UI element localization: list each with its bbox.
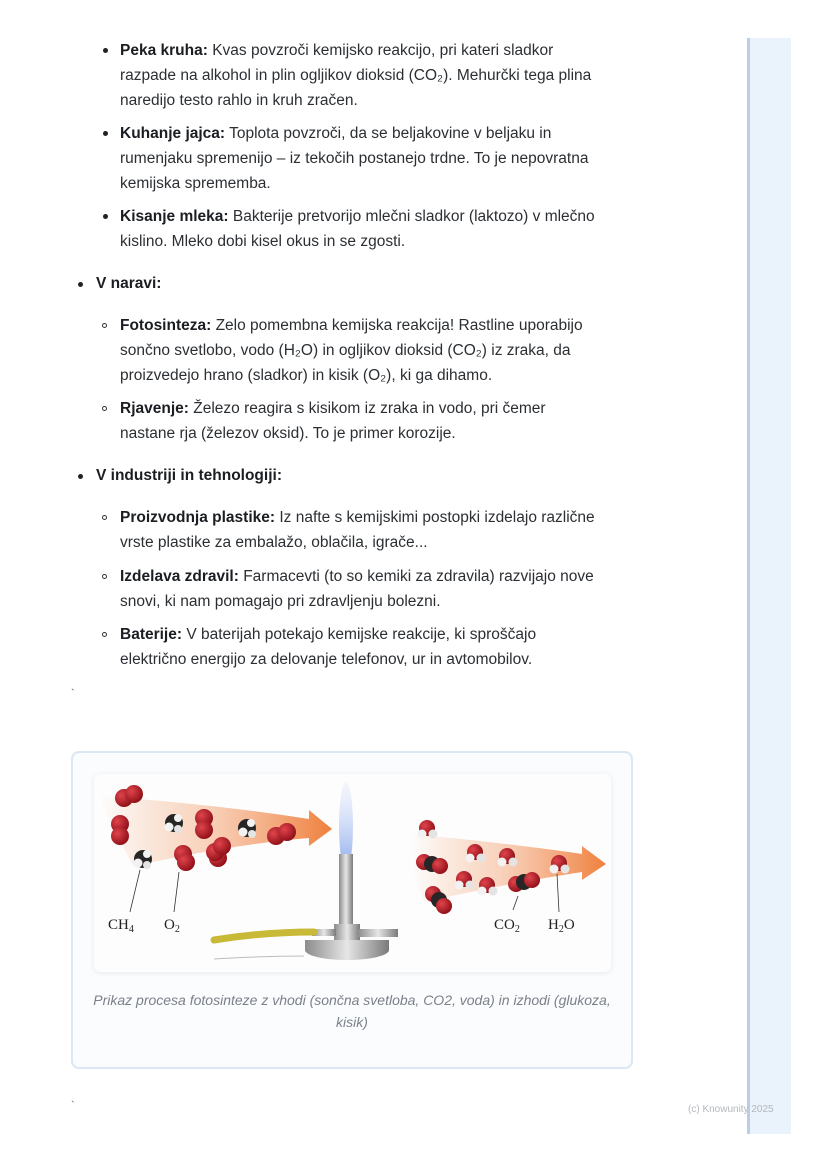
item-text: sončno svetlobo, vodo (H₂O) in ogljikov dioksid (CO₂) iz zraka, da [120, 342, 571, 359]
label-co2: $CO_2$ [494, 917, 520, 935]
item-term: Izdelava zdravil: [120, 568, 239, 585]
side-panel [747, 38, 791, 1134]
stray-mark: ` [71, 688, 75, 700]
item-text: proizvedejo hrano (sladkor) in kisik (O₂), ki ga dihamo. [120, 367, 493, 384]
item-term: Peka kruha: [120, 42, 208, 59]
stray-mark: ` [71, 1100, 75, 1112]
copyright-footer: (c) Knowunity 2025 [688, 1104, 774, 1115]
item-term: Proizvodnja plastike: [120, 509, 276, 526]
item-text: električno energijo za delovanje telefonov, ur in avtomobilov. [120, 651, 533, 668]
label-h2o: $H_2O$ [548, 917, 575, 935]
item-term: Kisanje mleka: [120, 208, 229, 225]
item-term: Baterije: [120, 626, 183, 643]
bullet-disc-icon [103, 48, 108, 53]
bullet-circle-icon [102, 406, 107, 411]
item-text: Iz nafte s kemijskimi postopki izdelajo različne [279, 509, 595, 526]
item-text: Toplota povzroči, da se beljakovine v beljaku in [229, 125, 552, 142]
item-text: naredijo testo rahlo in kruh zračen. [120, 92, 358, 109]
item-text: nastane rja (železov oksid). To je primer korozije. [120, 425, 456, 442]
item-text: kemijska sprememba. [120, 175, 271, 192]
bullet-circle-icon [102, 632, 107, 637]
section-heading: V industriji in tehnologiji: [96, 467, 282, 484]
bullet-disc-icon [78, 282, 83, 287]
item-text: kislino. Mleko dobi kisel okus in se zgosti. [120, 233, 406, 250]
item-text: Zelo pomembna kemijska reakcija! Rastline uporabijo [215, 317, 583, 334]
bullet-circle-icon [102, 574, 107, 579]
bullet-circle-icon [102, 323, 107, 328]
item-term: Kuhanje jajca: [120, 125, 226, 142]
item-text: snovi, ki nam pomagajo pri zdravljenju bolezni. [120, 593, 441, 610]
label-ch4: $CH_4$ [108, 917, 134, 935]
item-text: razpade na alkohol in plin ogljikov dioksid (CO₂). Mehurčki tega plina [120, 67, 592, 84]
item-text: Farmacevti (to so kemiki za zdravila) razvijajo nove [243, 568, 594, 585]
item-text: V baterijah potekajo kemijske reakcije, ki sproščajo [186, 626, 537, 643]
bullet-disc-icon [103, 131, 108, 136]
combustion-illustration [94, 774, 611, 972]
section-heading: V naravi: [96, 275, 162, 292]
item-term: Rjavenje: [120, 400, 189, 417]
figure-card [71, 751, 633, 1069]
label-o2: $O_2$ [164, 917, 180, 935]
item-text: rumenjaku spremenijo – iz tekočih postanejo trdne. To je nepovratna [120, 150, 589, 167]
bullet-disc-icon [103, 214, 108, 219]
item-term: Fotosinteza: [120, 317, 212, 334]
item-text: vrste plastike za embalažo, oblačila, igrače... [120, 534, 428, 551]
item-text: Kvas povzroči kemijsko reakcijo, pri kateri sladkor [212, 42, 554, 59]
item-text: Bakterije pretvorijo mlečni sladkor (laktozo) v mlečno [232, 208, 595, 225]
figure-caption: Prikaz procesa fotosinteze z vhodi (sončna svetloba, CO2, voda) in izhodi (glukoza, kisik) [93, 992, 611, 1030]
item-text: Železo reagira s kisikom iz zraka in vodo, pri čemer [193, 400, 546, 417]
bullet-disc-icon [78, 474, 83, 479]
bullet-circle-icon [102, 515, 107, 520]
